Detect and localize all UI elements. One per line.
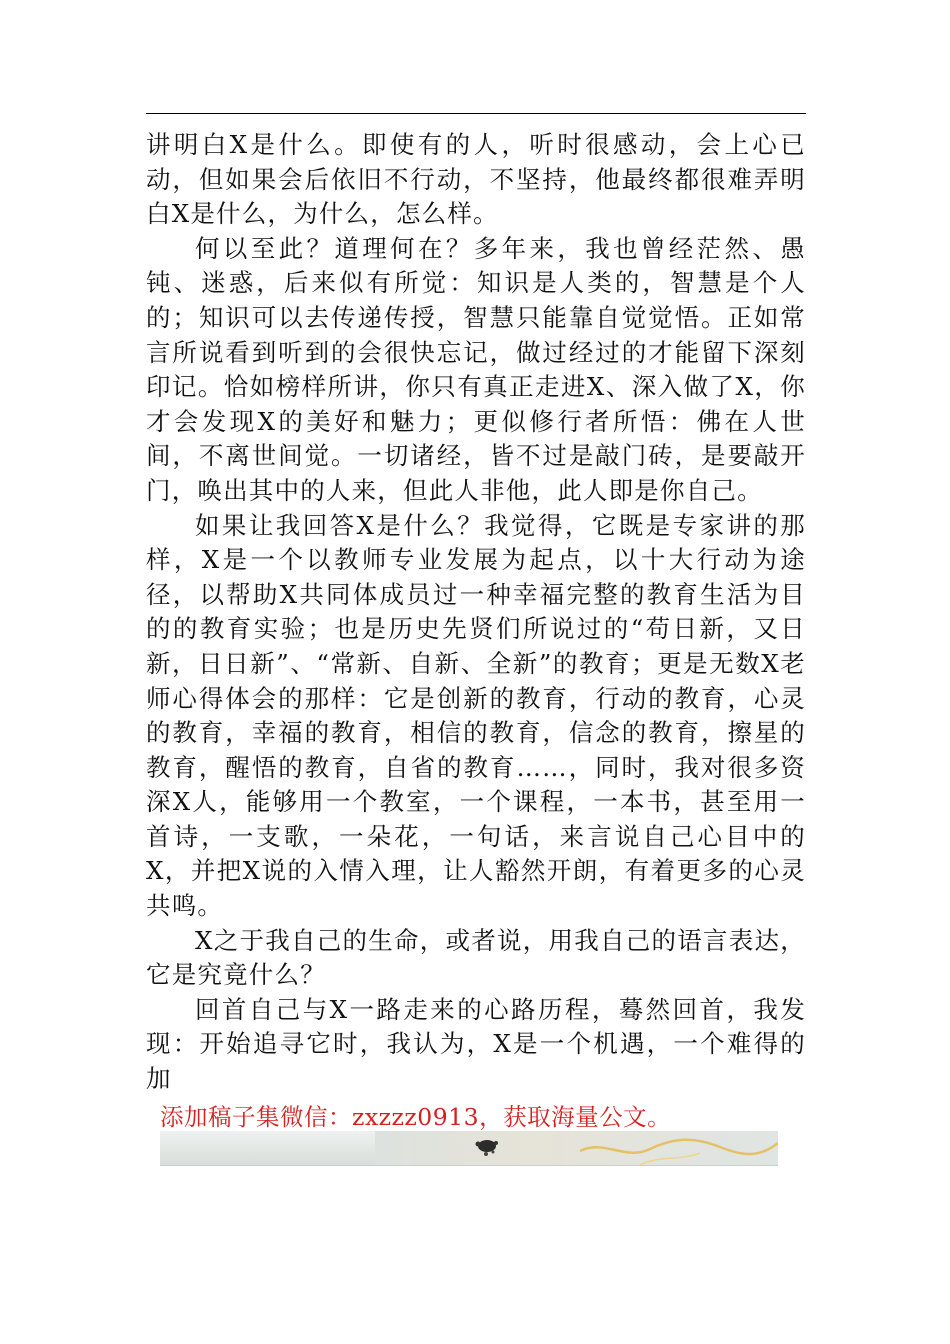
header-rule — [146, 113, 806, 114]
promo-text: 添加稿子集微信：zxzzz0913，获取海量公文。 — [160, 1103, 672, 1131]
ink-splash-icon — [472, 1135, 502, 1159]
banner-light-band — [160, 1131, 375, 1165]
paragraph-3: 如果让我回答X是什么？我觉得，它既是专家讲的那样，X是一个以教师专业发展为起点，以十大行动为途径，以帮助X共同体成员过一种幸福完整的教育生活为目的的教育实验；也是历史先贤们所说过的“苟日新，又日新，日日新”、“常新、自新、全新”的教育；更是无数X老师心得体会的那样：它是创新的教育，行动的教育，心灵的教育，幸福的教育，相信的教育，信念的教育，擦星的教育，醒悟的教育，自省的教育……，同时，我对很多资深X人，能够用一个教室，一个课程，一本书，甚至用一首诗，一支歌，一朵花，一句话，来言说自己心目中的X，并把X说的入情入理，让人豁然开朗，有着更多的心灵共鸣。 — [146, 510, 806, 921]
paragraph-2: 何以至此？道理何在？多年来，我也曾经茫然、愚钝、迷惑，后来似有所觉：知识是人类的，智慧是个人的；知识可以去传递传授，智慧只能靠自觉觉悟。正如常言所说看到听到的会很快忘记，做过经过的才能留下深刻印记。恰如榜样所讲，你只有真正走进X、深入做了X，你才会发现X的美好和魅力；更似修行者所悟：佛在人世间，不离世间觉。一切诸经，皆不过是敲门砖，是要敲开门，唤出其中的人来，但此人非他，此人即是你自己。 — [146, 233, 806, 505]
footer-banner-image — [160, 1131, 778, 1166]
paragraph-1: 讲明白X是什么。即使有的人，听时很感动，会上心已动，但如果会后依旧不行动，不坚持，他最终都很难弄明白X是什么，为什么，怎么样。 — [146, 130, 806, 229]
paragraph-5: 回首自己与X一路走来的心路历程，蓦然回首，我发现：开始追寻它时，我认为，X是一个机遇，一个难得的加 — [146, 994, 806, 1094]
decorative-wave-icon — [580, 1131, 778, 1165]
paragraph-4: X之于我自己的生命，或者说，用我自己的语言表达，它是究竟什么？ — [146, 925, 806, 990]
document-body — [146, 128, 806, 1097]
